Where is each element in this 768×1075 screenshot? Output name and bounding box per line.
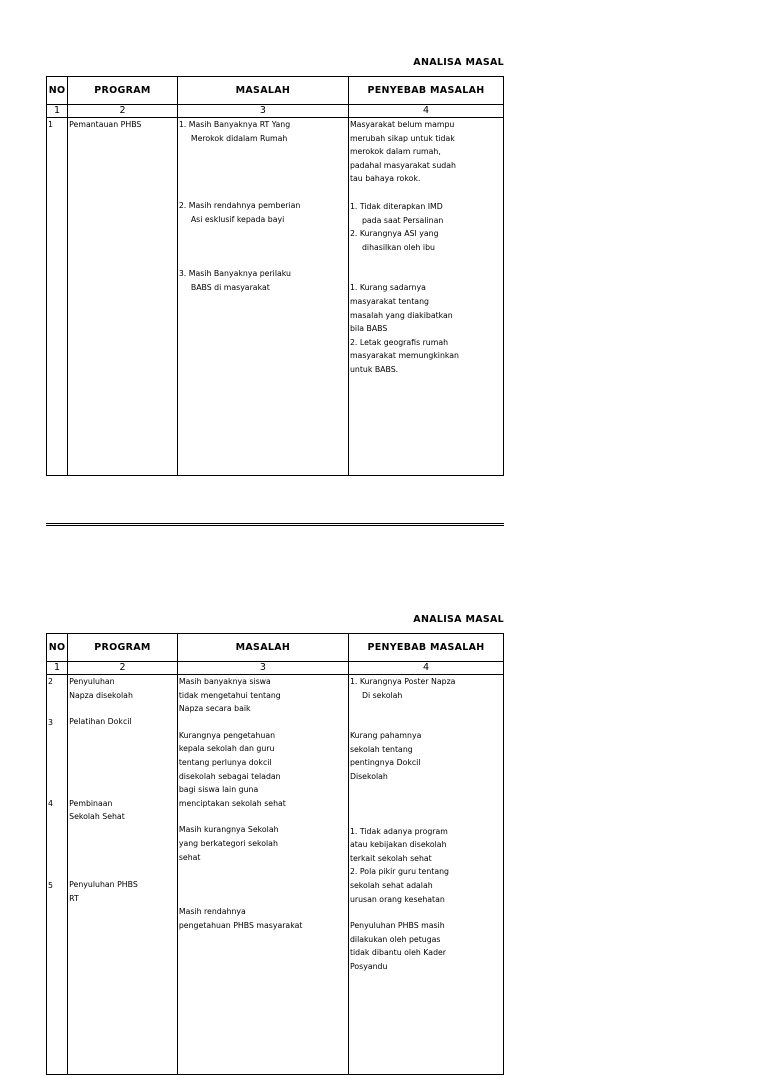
masalah-item: Masih kurangnya Sekolah yang berkategori sekolah sehat	[178, 825, 279, 862]
row-number: 1	[47, 118, 68, 476]
header-no: NO	[47, 77, 68, 105]
masalah-item: Kurangnya pengetahuan kepala sekolah dan guru tentang perlunya dokcil disekolah sebagai teladan bagi siswa lain guna menciptakan sekolah sehat	[178, 730, 286, 808]
penyebab-item: Kurang pahamnya sekolah tentang pentingnya Dokcil Disekolah	[349, 731, 422, 781]
section-title: ANALISA MASAL	[413, 57, 504, 68]
masalah-item: 2. Masih rendahnya pemberian Asi esklusif kepada bayi	[178, 201, 301, 224]
penyebab-item: 1. Tidak diterapkan IMD pada saat Persalinan 2. Kurangnya ASI yang dihasilkan oleh ibu	[349, 201, 444, 252]
program-item: Penyuluhan Napza disekolah	[69, 677, 133, 700]
table-row	[47, 118, 504, 476]
program-item: Penyuluhan PHBS RT	[69, 879, 138, 903]
column-number: 1	[47, 105, 68, 118]
masalah-cell	[177, 675, 348, 1075]
penyebab-item: Penyuluhan PHBS masih dilakukan oleh petugas tidak dibantu oleh Kader Posyandu	[349, 921, 447, 971]
penyebab-item: 1. Tidak adanya program atau kebijakan disekolah terkait sekolah sehat 2. Pola pikir guru tentang sekolah sehat adalah urusan orang kesehatan	[349, 826, 450, 904]
header-masalah: MASALAH	[177, 77, 348, 105]
penyebab-item: 1. Kurang sadarnya masyarakat tentang masalah yang diakibatkan bila BABS 2. Letak geografis rumah masyarakat memungkinkan untuk BABS.	[349, 283, 459, 374]
analysis-table	[46, 76, 504, 476]
table-bottom-border	[46, 523, 504, 526]
row-number-cell	[47, 675, 68, 1075]
masalah-item: 1. Masih Banyaknya RT Yang Merokok didalam Rumah	[178, 120, 291, 143]
row-number: 5	[48, 880, 53, 890]
masalah-item: Masih banyaknya siswa tidak mengetahui tentang Napza secara baik	[178, 677, 281, 714]
penyebab-cell	[348, 675, 503, 1075]
header-row	[47, 77, 504, 105]
program-item: Pembinaan Sekolah Sehat	[69, 798, 125, 822]
column-number: 4	[348, 105, 503, 118]
header-program: PROGRAM	[68, 634, 178, 662]
program-cell	[68, 675, 178, 1075]
row-number: 2	[48, 677, 53, 686]
analysis-table	[46, 633, 504, 1075]
row-number: 3	[48, 717, 53, 727]
section-title: ANALISA MASAL	[413, 614, 504, 625]
column-number-row	[47, 105, 504, 118]
column-number: 4	[348, 662, 503, 675]
program-cell: Pemantauan PHBS	[68, 118, 178, 476]
masalah-item: 3. Masih Banyaknya perilaku BABS di masyarakat	[178, 269, 291, 292]
penyebab-item: Masyarakat belum mampu merubah sikap untuk tidak merokok dalam rumah, padahal masyarakat sudah tau bahaya rokok.	[349, 120, 456, 184]
masalah-item: Masih rendahnya pengetahuan PHBS masyarakat	[178, 907, 303, 930]
column-number: 1	[47, 662, 68, 675]
penyebab-cell	[348, 118, 503, 476]
header-row	[47, 634, 504, 662]
column-number: 2	[68, 662, 178, 675]
column-number-row	[47, 662, 504, 675]
column-number: 3	[177, 105, 348, 118]
column-number: 3	[177, 662, 348, 675]
analysis-section-2	[46, 607, 504, 1024]
column-number: 2	[68, 105, 178, 118]
row-number: 4	[48, 799, 53, 809]
table-row	[47, 675, 504, 1075]
header-no: NO	[47, 634, 68, 662]
header-program: PROGRAM	[68, 77, 178, 105]
header-penyebab: PENYEBAB MASALAH	[348, 634, 503, 662]
penyebab-item: 1. Kurangnya Poster Napza Di sekolah	[349, 677, 456, 700]
program-item: Pelatihan Dokcil	[69, 717, 132, 727]
analysis-section-1	[46, 50, 504, 480]
header-penyebab: PENYEBAB MASALAH	[348, 77, 503, 105]
header-masalah: MASALAH	[177, 634, 348, 662]
masalah-cell	[177, 118, 348, 476]
